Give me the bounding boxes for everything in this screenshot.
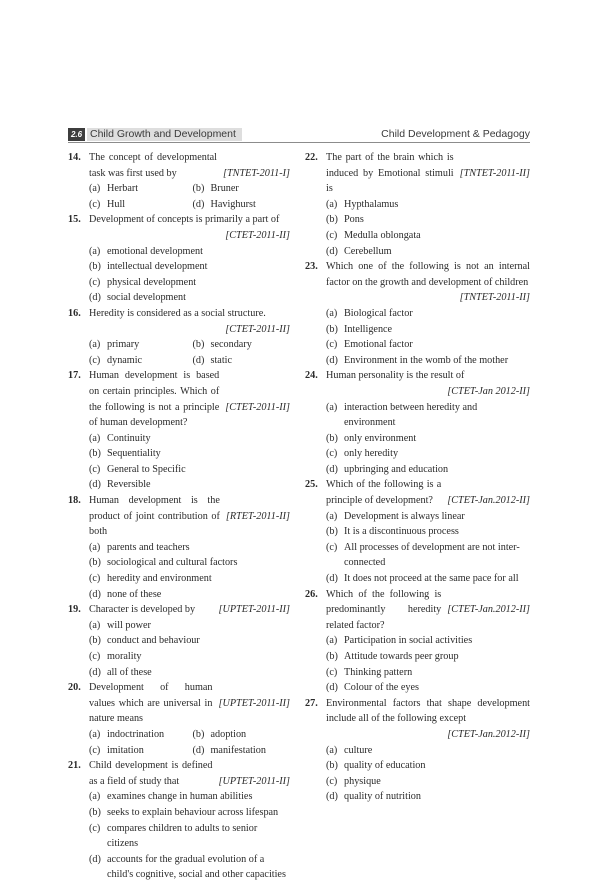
option-label: (a)	[89, 245, 101, 257]
question-text	[326, 150, 530, 197]
option-text: intellectual development	[107, 261, 208, 273]
option-text: Hull	[107, 198, 126, 210]
book-title: Child Development & Pedagogy	[381, 128, 530, 140]
option-b	[89, 805, 290, 821]
option-text: Hypthalamus	[344, 198, 399, 210]
option-text: Development is always linear	[344, 510, 465, 522]
question-23	[305, 259, 530, 368]
question-body: Development of human values which are universal in nature means	[89, 682, 213, 725]
option-text: Thinking pattern	[344, 666, 413, 678]
option-label: (c)	[326, 448, 338, 460]
option-label: (d)	[326, 573, 338, 585]
question-text	[89, 680, 290, 727]
option-b	[193, 727, 291, 743]
question-15	[68, 212, 290, 306]
question-number: 21.	[68, 760, 81, 772]
option-text: only environment	[344, 432, 417, 444]
option-label: (c)	[89, 822, 101, 834]
right-column	[305, 150, 530, 805]
option-label: (b)	[89, 261, 101, 273]
question-source: [CTET-Jan.2012-II]	[447, 728, 530, 740]
option-c	[326, 540, 530, 571]
option-label: (d)	[89, 666, 101, 678]
option-text: quality of education	[344, 760, 426, 772]
question-source: [CTET-Jan 2012-II]	[447, 385, 530, 397]
option-text: culture	[344, 744, 373, 756]
option-c	[326, 337, 530, 353]
option-b	[326, 524, 530, 540]
question-26	[305, 587, 530, 696]
option-text: only heredity	[344, 448, 399, 460]
question-text	[89, 602, 290, 618]
question-source: [RTET-2011-II]	[225, 510, 290, 522]
question-body: Development of concepts is primarily a part of	[89, 214, 280, 226]
option-d	[193, 197, 291, 213]
question-text	[89, 368, 290, 430]
option-b	[326, 649, 530, 665]
question-body: Human development is the product of joint contribution of both	[89, 495, 220, 538]
option-a	[89, 727, 187, 743]
option-d	[193, 743, 291, 759]
option-label: (d)	[89, 292, 101, 304]
option-d	[89, 290, 290, 306]
option-a	[326, 509, 530, 525]
option-text: Pons	[344, 214, 364, 226]
option-text: Attitude towards peer group	[344, 651, 459, 662]
question-body: Which of the following is predominantly heredity related factor?	[326, 588, 442, 631]
option-text: Continuity	[107, 432, 151, 444]
option-label: (c)	[326, 541, 338, 553]
option-a	[326, 197, 530, 213]
option-text: morality	[107, 651, 142, 662]
option-label: (b)	[326, 432, 338, 444]
option-label: (b)	[89, 806, 101, 818]
option-text: social development	[107, 292, 186, 304]
option-text: Intelligence	[344, 323, 393, 335]
option-label: (b)	[326, 526, 338, 538]
question-source: [TNTET-2011-II]	[459, 167, 530, 179]
option-label: (a)	[89, 791, 101, 803]
option-text: sociological and cultural factors	[107, 557, 238, 569]
option-a	[326, 633, 530, 649]
option-d	[89, 665, 290, 681]
option-label: (c)	[89, 354, 101, 366]
option-d	[326, 789, 530, 805]
option-text: conduct and behaviour	[107, 635, 200, 647]
option-text: upbringing and education	[344, 463, 449, 475]
option-label: (d)	[192, 744, 205, 756]
option-label: (b)	[192, 339, 205, 351]
option-text: It does not proceed at the same pace for all	[344, 573, 519, 585]
option-label: (d)	[326, 463, 338, 475]
option-text: Herbart	[107, 183, 139, 195]
option-text: parents and teachers	[107, 541, 190, 553]
option-label: (b)	[89, 557, 101, 569]
question-number: 19.	[68, 604, 81, 616]
option-c	[89, 462, 290, 478]
option-text: all of these	[107, 666, 152, 678]
options-grid	[89, 181, 290, 212]
option-label: (a)	[326, 744, 338, 756]
question-body: The concept of developmental task was first used by	[89, 152, 218, 179]
option-label: (c)	[89, 276, 101, 288]
option-b	[193, 181, 291, 197]
option-c	[89, 275, 290, 291]
option-label: (d)	[192, 354, 205, 366]
option-text: Biological factor	[344, 307, 413, 319]
option-c	[89, 353, 187, 369]
option-text: Havighurst	[210, 198, 256, 210]
question-number: 18.	[68, 495, 81, 507]
option-label: (b)	[326, 651, 338, 662]
option-d	[326, 571, 530, 587]
option-label: (d)	[89, 853, 101, 865]
option-text: secondary	[210, 339, 252, 351]
option-text: imitation	[107, 744, 144, 756]
option-text: none of these	[107, 588, 162, 600]
option-b	[89, 633, 290, 649]
question-source: [CTET-2011-II]	[225, 401, 290, 413]
option-label: (c)	[89, 198, 101, 210]
option-a	[89, 618, 290, 634]
question-text	[326, 587, 530, 634]
option-text: Bruner	[210, 183, 239, 195]
option-label: (c)	[326, 666, 338, 678]
option-label: (c)	[326, 339, 338, 351]
option-text: dynamic	[107, 354, 143, 366]
option-label: (a)	[89, 619, 101, 631]
options-grid	[89, 727, 290, 758]
question-text	[326, 477, 530, 508]
option-label: (b)	[326, 214, 338, 226]
question-14	[68, 150, 290, 212]
option-d	[326, 462, 530, 478]
question-number: 14.	[68, 152, 81, 163]
option-a	[89, 789, 290, 805]
option-c	[326, 228, 530, 244]
question-number: 17.	[68, 370, 81, 382]
option-d	[326, 353, 530, 369]
option-d	[193, 353, 291, 369]
question-number: 26.	[305, 588, 318, 600]
option-text: Cerebellum	[344, 245, 392, 257]
option-c	[89, 743, 187, 759]
option-a	[89, 540, 290, 556]
option-a	[89, 431, 290, 447]
option-label: (c)	[89, 573, 101, 585]
option-text: Medulla oblongata	[344, 229, 421, 241]
option-text: emotional development	[107, 245, 203, 257]
option-label: (c)	[89, 463, 101, 475]
question-number: 22.	[305, 152, 318, 163]
question-body: Which of the following is a principle of development?	[326, 479, 442, 507]
option-c	[326, 665, 530, 681]
option-label: (c)	[326, 775, 338, 787]
question-source: [UPTET-2011-II]	[218, 604, 290, 616]
option-text: General to Specific	[107, 463, 186, 475]
question-body: Environmental factors that shape development include all of the following except	[326, 697, 530, 725]
option-text: Environment in the womb of the mother	[344, 354, 509, 366]
option-label: (a)	[326, 510, 338, 522]
option-label: (a)	[89, 183, 101, 195]
question-number: 15.	[68, 214, 81, 226]
question-17	[68, 368, 290, 493]
option-text: indoctrination	[107, 728, 165, 740]
question-number: 23.	[305, 261, 318, 273]
option-b	[326, 322, 530, 338]
question-22	[305, 150, 530, 259]
option-label: (d)	[192, 198, 205, 210]
option-text: will power	[107, 619, 151, 631]
question-text	[89, 493, 290, 540]
option-label: (a)	[326, 635, 338, 647]
question-body: Human development is based on certain principles. Which of the following is not a principle of human development?	[89, 370, 220, 429]
question-body: Character is developed by	[89, 604, 196, 616]
question-source: [CTET-Jan.2012-II]	[447, 604, 530, 616]
option-label: (a)	[326, 401, 338, 413]
option-label: (d)	[326, 245, 338, 257]
option-d	[326, 244, 530, 260]
option-label: (d)	[326, 682, 338, 694]
chapter-title: Child Growth and Development	[87, 128, 242, 141]
option-text: static	[210, 354, 232, 366]
option-text: primary	[107, 339, 140, 351]
question-27	[305, 696, 530, 805]
question-text	[89, 150, 290, 181]
question-source: [TNTET-2011-II]	[459, 292, 530, 304]
option-label: (d)	[326, 354, 338, 366]
option-label: (a)	[89, 432, 101, 444]
option-label: (a)	[326, 198, 338, 210]
option-text: physical development	[107, 276, 197, 288]
question-source: [CTET-2011-II]	[225, 323, 290, 335]
question-number: 27.	[305, 697, 318, 709]
option-b	[89, 259, 290, 275]
option-text: interaction between heredity and environment	[344, 401, 478, 429]
question-body: Child development is defined as a field of study that	[89, 760, 213, 787]
question-24	[305, 368, 530, 477]
option-text: physique	[344, 775, 381, 787]
option-label: (c)	[89, 744, 101, 756]
option-label: (a)	[326, 307, 338, 319]
question-body: Human personality is the result of	[326, 370, 465, 382]
page-number-badge: 2.6	[68, 128, 85, 141]
option-label: (b)	[192, 728, 205, 740]
option-text: Sequentiality	[107, 448, 161, 460]
option-text: Emotional factor	[344, 339, 413, 351]
option-label: (a)	[89, 541, 101, 553]
option-label: (b)	[192, 183, 205, 195]
question-21	[68, 758, 290, 883]
option-c	[89, 821, 290, 852]
question-source: [CTET-Jan.2012-II]	[447, 495, 530, 507]
option-d	[89, 852, 290, 883]
question-source: [UPTET-2011-II]	[218, 697, 290, 709]
question-19	[68, 602, 290, 680]
option-text: seeks to explain behaviour across lifespan	[107, 806, 279, 818]
option-d	[89, 477, 290, 493]
question-number: 25.	[305, 479, 318, 491]
question-number: 24.	[305, 370, 318, 382]
question-text	[89, 758, 290, 789]
option-b	[326, 431, 530, 447]
question-source: [TNTET-2011-I]	[223, 167, 290, 179]
option-text: adoption	[210, 728, 247, 740]
options-grid	[89, 337, 290, 368]
option-b	[89, 446, 290, 462]
option-text: Reversible	[107, 479, 151, 491]
question-body: The part of the brain which is induced by Emotional stimuli is	[326, 152, 454, 195]
option-c	[326, 446, 530, 462]
option-label: (a)	[89, 339, 101, 351]
question-source: [CTET-2011-II]	[225, 229, 290, 241]
option-label: (b)	[326, 760, 338, 772]
option-label: (b)	[89, 448, 101, 460]
question-body: Heredity is considered as a social structure.	[89, 307, 266, 319]
question-18	[68, 493, 290, 602]
left-column	[68, 150, 290, 883]
option-text: Participation in social activities	[344, 635, 473, 647]
option-a	[89, 337, 187, 353]
option-text: compares children to adults to senior citizens	[107, 822, 258, 850]
question-body: Which one of the following is not an internal factor on the growth and development of children	[326, 261, 530, 288]
option-text: quality of nutrition	[344, 791, 421, 803]
option-label: (c)	[89, 651, 101, 662]
option-text: It is a discontinuous process	[344, 526, 459, 538]
option-c	[89, 197, 187, 213]
option-text: accounts for the gradual evolution of a child's cognitive, social and other capacities	[107, 853, 286, 881]
question-source: [UPTET-2011-II]	[218, 775, 290, 787]
option-a	[89, 244, 290, 260]
option-c	[326, 774, 530, 790]
question-20	[68, 680, 290, 758]
question-number: 20.	[68, 682, 81, 694]
option-b	[193, 337, 291, 353]
option-text: examines change in human abilities	[107, 791, 253, 803]
option-label: (c)	[326, 229, 338, 241]
option-text: All processes of development are not inter-connected	[344, 541, 520, 569]
question-25	[305, 477, 530, 586]
option-label: (a)	[89, 728, 101, 740]
option-label: (b)	[89, 635, 101, 647]
option-a	[89, 181, 187, 197]
option-a	[326, 743, 530, 759]
option-c	[89, 649, 290, 665]
option-b	[326, 758, 530, 774]
option-label: (d)	[89, 588, 101, 600]
option-a	[326, 400, 530, 431]
option-a	[326, 306, 530, 322]
option-text: Colour of the eyes	[344, 682, 419, 694]
option-text: heredity and environment	[107, 573, 212, 585]
option-b	[326, 212, 530, 228]
option-text: manifestation	[210, 744, 266, 756]
question-number: 16.	[68, 307, 81, 319]
option-d	[326, 680, 530, 696]
option-label: (d)	[326, 791, 338, 803]
question-16	[68, 306, 290, 368]
option-label: (d)	[89, 479, 101, 491]
option-c	[89, 571, 290, 587]
option-d	[89, 587, 290, 603]
option-label: (b)	[326, 323, 338, 335]
option-b	[89, 555, 290, 571]
page-header	[68, 128, 530, 143]
